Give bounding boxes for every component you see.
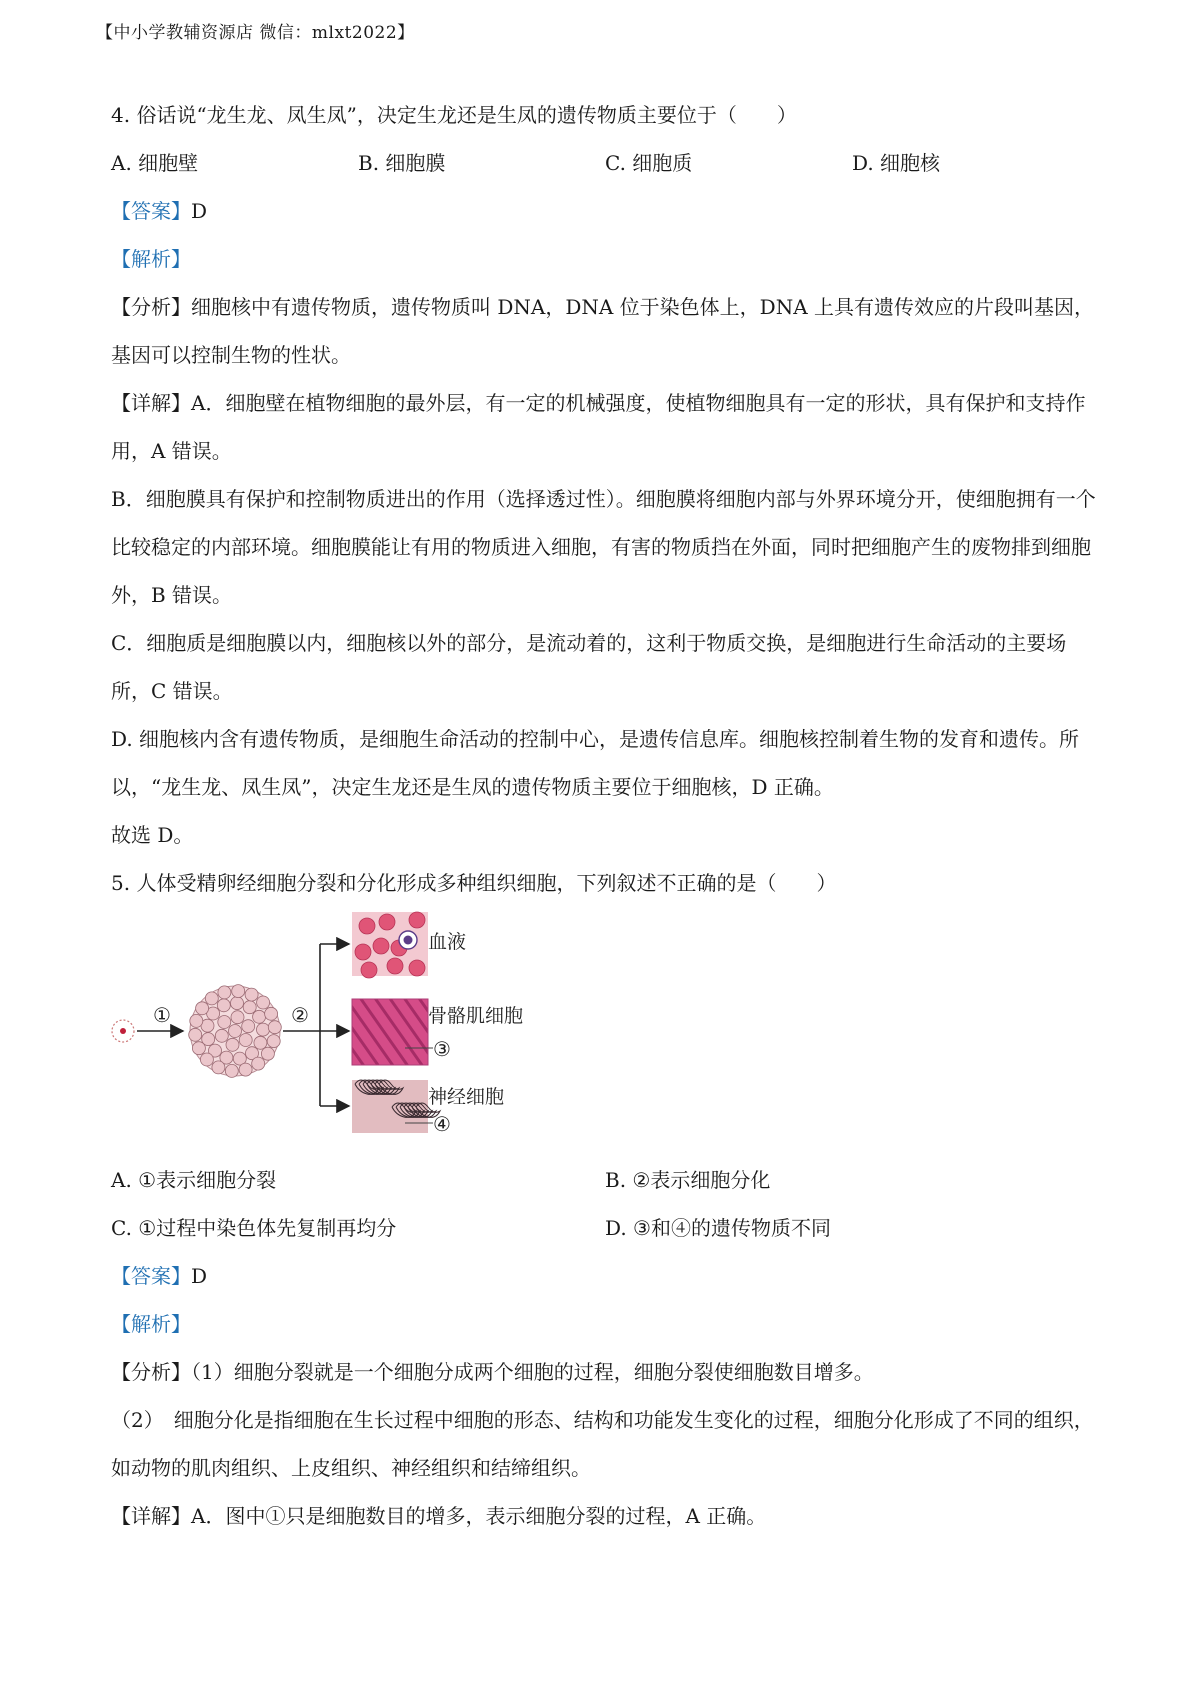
tissue-muscle-label: 骨骼肌细胞: [428, 1005, 524, 1027]
step2-label: ②: [291, 1003, 309, 1027]
q5-fenxi1: [111, 1348, 1101, 1396]
xiangjie-a-text: A．图中①只是细胞数目的增多，表示细胞分裂的过程，A 正确。: [191, 1504, 767, 1528]
q4-xiangjie-b: B．细胞膜具有保护和控制物质进出的作用（选择透过性）。细胞膜将细胞内部与外界环境分开，使细胞拥有一个比较稳定的内部环境。细胞膜能让有用的物质进入细胞，有害的物质挡在外面，同时把细胞产生的废物排到细胞外，B 错误。: [111, 487, 1096, 607]
q5-analysis-heading: [111, 1300, 1101, 1348]
q4-option-a: A. 细胞壁: [111, 151, 199, 175]
analysis-tag: 【解析】: [111, 1312, 191, 1336]
q5-option-a: A. ①表示细胞分裂: [111, 1168, 277, 1192]
q5-options-row2: [111, 1204, 1101, 1252]
q4-fenxi: [111, 283, 1101, 379]
fenxi-tag: 【分析】: [111, 295, 191, 319]
nerve-tile: [352, 1080, 440, 1133]
analysis-tag: 【解析】: [111, 247, 191, 271]
q4-xiangjie-c: C．细胞质是细胞膜以内，细胞核以外的部分，是流动着的，这利于物质交换，是细胞进行生命活动的主要场所，C 错误。: [111, 631, 1067, 703]
step1-label: ①: [153, 1003, 171, 1027]
xiangjie-a-text: A．细胞壁在植物细胞的最外层，有一定的机械强度，使植物细胞具有一定的形状，具有保护和支持作用，A 错误。: [111, 391, 1086, 463]
q5-option-b: B. ②表示细胞分化: [605, 1168, 771, 1192]
q5-option-c: C. ①过程中染色体先复制再均分: [111, 1216, 397, 1240]
q4-stem: 4. 俗话说“龙生龙、凤生凤”，决定生龙还是生凤的遗传物质主要位于（ ）: [111, 103, 797, 127]
fenxi-text: 细胞核中有遗传物质，遗传物质叫 DNA，DNA 位于染色体上，DNA 上具有遗传效应的片段叫基因，基因可以控制生物的性状。: [111, 295, 1095, 367]
cell-differentiation-figure: [105, 908, 545, 1133]
blood-tile: [352, 912, 428, 978]
q5-fenxi2: （2） 细胞分化是指细胞在生长过程中细胞的形态、结构和功能发生变化的过程，细胞分化形成了不同的组织，如动物的肌肉组织、上皮组织、神经组织和结缔组织。: [111, 1408, 1094, 1480]
q4-option-d: D. 细胞核: [852, 151, 941, 175]
answer-tag: 【答案】: [111, 1264, 191, 1288]
q5-option-d: D. ③和④的遗传物质不同: [605, 1216, 831, 1240]
xiangjie-tag: 【详解】: [111, 1504, 191, 1528]
fenxi-tag: 【分析】: [111, 1360, 191, 1384]
q5-xiangjie-a: [111, 1492, 1101, 1540]
mark3-label: ③: [433, 1037, 451, 1061]
q5-options-row1: [111, 1156, 1101, 1204]
tissue-blood-label: 血液: [428, 931, 467, 953]
fenxi1-text: （1）细胞分裂就是一个细胞分成两个细胞的过程，细胞分裂使细胞数目增多。: [191, 1360, 874, 1384]
answer-value: D: [191, 1264, 208, 1288]
q5-stem: 5. 人体受精卵经细胞分裂和分化形成多种组织细胞，下列叙述不正确的是（ ）: [111, 871, 837, 895]
tissue-nerve-label: 神经细胞: [428, 1086, 505, 1108]
header-watermark: 【中小学教辅资源店 微信：mlxt2022】: [96, 23, 415, 43]
muscle-tile: [352, 999, 428, 1065]
q4-options: [111, 139, 1101, 187]
q4-xiangjie-d: D. 细胞核内含有遗传物质，是细胞生命活动的控制中心，是遗传信息库。细胞核控制着生物的发育和遗传。所以，“龙生龙、凤生凤”，决定生龙还是生凤的遗传物质主要位于细胞核，D 正确。: [111, 727, 1080, 799]
answer-tag: 【答案】: [111, 199, 191, 223]
mark4-label: ④: [433, 1112, 451, 1133]
q4-conclusion: 故选 D。: [111, 823, 194, 847]
q4-xiangjie-a: [111, 379, 1101, 475]
q4-answer: [111, 187, 1101, 235]
q4-option-c: C. 细胞质: [605, 151, 693, 175]
answer-value: D: [191, 199, 208, 223]
cell-cluster: [189, 985, 282, 1078]
xiangjie-tag: 【详解】: [111, 391, 191, 415]
q4-analysis-heading: [111, 235, 1101, 283]
q5-answer: [111, 1252, 1101, 1300]
q4-option-b: B. 细胞膜: [358, 151, 446, 175]
